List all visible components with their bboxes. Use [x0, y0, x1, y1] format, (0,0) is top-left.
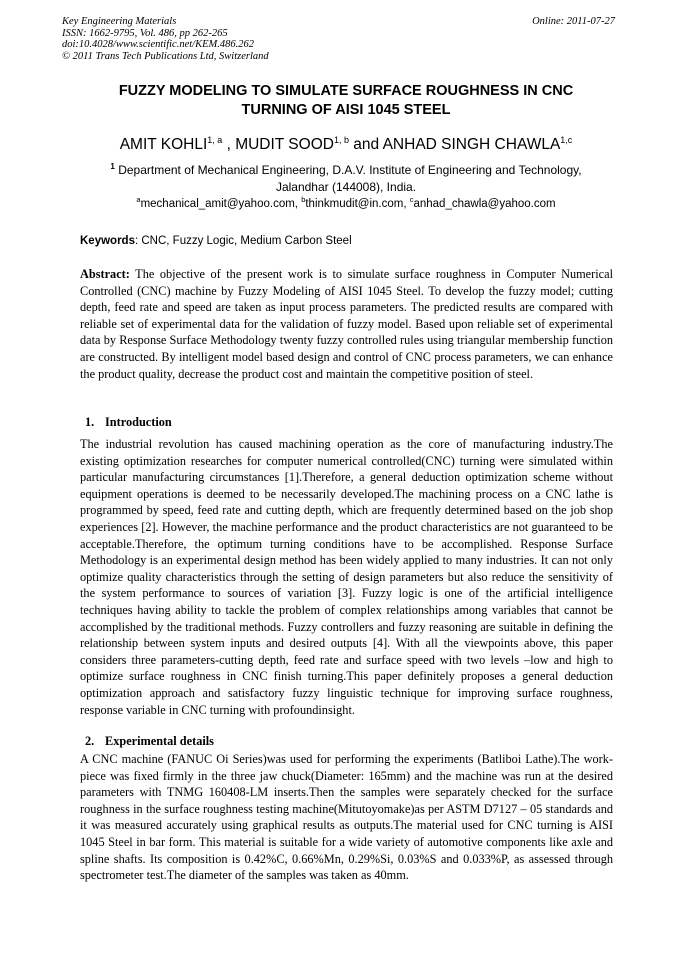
section-1-heading	[85, 414, 172, 430]
journal-name: Key Engineering Materials	[62, 16, 177, 27]
email-b-sup: b	[301, 195, 306, 204]
affiliation-line-2: Jalandhar (144008), India.	[275, 179, 417, 194]
section-1-body: The industrial revolution has caused machining operation as the core of manufacturing industry.The existing optimization researches for computer numerical controlled(CNC) turning were simulated within particular manufacturing circumstances [1].Therefore, a general deduction optimization scheme without equipment operations is deemed to be necessarily developed.The machining process on a CNC lathe is programmed by speed, feed rate and cutting depth, which are frequently determined based on the job shop experiences [2]. However, the machine performance and the product characteristics are not guaranteed to be acceptable.Therefore, the optimum turning conditions have to be accomplished. Response Surface Methodology is an experimental design method has been widely applied to many industries. It can not only optimize quality characteristics through the setting of design parameters but also reduce the sensitivity of the system performance to sources of variation [3]. Fuzzy logic is one of the artificial intelligence techniques having ability to tackle the problem of complex relationships among variables that cannot be accomplished by the traditional methods. Fuzzy controllers and fuzzy reasoning are suitable in defining the relationship between system inputs and desired outputs [4]. With all the viewpoints above, this paper considers three parameters-cutting depth, feed rate and surface speed with two levels –low and high to optimize surface roughness in CNC finish turning.This paper definitely proposes a general deduction optimization approach and satisfactory fuzzy linguistic technique for improving surface roughness, response variable in CNC turning with profoundinsight.	[80, 437, 613, 717]
email-a-sup: a	[136, 195, 141, 204]
author-2-name: MUDIT SOOD	[235, 136, 334, 153]
author-3-sup: 1,c	[560, 135, 573, 145]
author-1-sup: 1, a	[207, 135, 223, 145]
abstract-label: Abstract:	[80, 267, 130, 281]
author-list	[60, 135, 632, 155]
paper-title	[80, 82, 612, 120]
abstract-text: The objective of the present work is to simulate surface roughness in Computer Numerical Controlled (CNC) machine by Fuzzy Modeling of AISI 1045 Steel. To develop the fuzzy model; cutting depth, feed rate and speed are taken as input process parameters. The predicted results are compared with reliable set of experimental data for the validation of fuzzy model. Based upon reliable set of experimental data by Response Surface Methodology twenty fuzzy controlled rules using triangular membership function are constructed. By intelligent model based design and control of CNC process parameters, we can enhance the product quality, decrease the product cost and maintain the competitive position of steel.	[80, 267, 613, 381]
section-2-title: Experimental details	[105, 734, 214, 748]
keywords	[80, 234, 352, 248]
keywords-label: Keywords	[80, 235, 135, 247]
keywords-text: : CNC, Fuzzy Logic, Medium Carbon Steel	[134, 235, 352, 247]
email-a[interactable]: mechanical_amit@yahoo.com,	[140, 198, 302, 210]
affiliation-line-1: Department of Mechanical Engineering, D.A.V. Institute of Engineering and Technology,	[114, 163, 582, 177]
copyright-line: © 2011 Trans Tech Publications Ltd, Switzerland	[62, 50, 269, 62]
section-1-number: 1.	[85, 415, 95, 429]
author-separator-1: ,	[222, 136, 236, 153]
section-2-number: 2.	[85, 734, 95, 748]
title-line-1: FUZZY MODELING TO SIMULATE SURFACE ROUGHNESS IN CNC	[118, 83, 574, 99]
affiliation	[86, 162, 606, 195]
title-line-2: TURNING OF AISI 1045 STEEL	[241, 102, 451, 118]
online-date: Online: 2011-07-27	[532, 16, 615, 27]
author-3-name: ANHAD SINGH CHAWLA	[382, 136, 561, 153]
doi-line: doi:10.4028/www.scientific.net/KEM.486.262	[62, 39, 254, 50]
issn-line: ISSN: 1662-9795, Vol. 486, pp 262-265	[62, 27, 228, 39]
abstract	[80, 266, 613, 382]
email-list	[60, 197, 632, 211]
journal-header	[62, 16, 269, 62]
affiliation-sup: 1	[110, 162, 115, 171]
author-separator-2: and	[348, 136, 383, 153]
email-c[interactable]: anhad_chawla@yahoo.com	[413, 198, 556, 210]
section-1-title: Introduction	[105, 415, 172, 429]
section-2-body: A CNC machine (FANUC Oi Series)was used for performing the experiments (Batliboi Lathe).The work-piece was fixed firmly in the three jaw chuck(Diameter: 165mm) and the machine was run at the desired parameters with TNMG 160408-LM inserts.Then the samples were separately checked for the surface roughness in the surface roughness testing machine(Mitutoyomake)as per ASTM D7127 – 05 standards and it was measured accurately using graphical results as outputs.The material used for CNC turning is AISI 1045 Steel in bar form. This material is suitable for a wide variety of automotive components like axle and spline shafts. Its composition is 0.42%C, 0.66%Mn, 0.29%Si, 0.03%S and 0.033%P, as assessed through spectrometer test.The diameter of the samples was taken as 40mm.	[80, 752, 613, 883]
email-c-sup: c	[409, 195, 414, 204]
author-1-name: AMIT KOHLI	[119, 136, 208, 153]
author-2-sup: 1, b	[333, 135, 349, 145]
section-2-heading	[85, 733, 214, 749]
email-b[interactable]: thinkmudit@in.com,	[305, 198, 410, 210]
